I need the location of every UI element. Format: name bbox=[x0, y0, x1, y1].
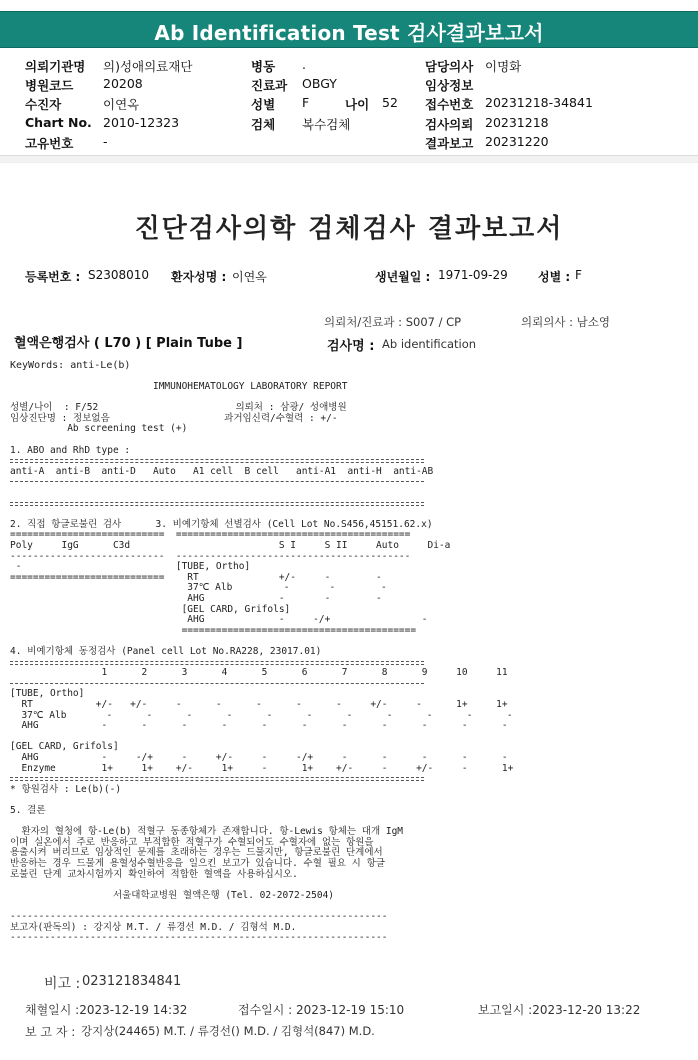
header-value: 복수검체 bbox=[302, 117, 351, 132]
double-rule bbox=[10, 777, 424, 781]
reported-datetime: 보고일시 :2023-12-20 13:22 bbox=[478, 1003, 641, 1017]
report-line: 이며 실온에서 주로 반응하고 부적합한 적혈구가 수혈되어도 수혈자에 없는 항원을 bbox=[10, 836, 374, 848]
test-name-value: Ab identification bbox=[382, 337, 477, 351]
report-line: 임상진단명 : 정보없음 과거임신력/수혈력 : +/- bbox=[10, 412, 338, 424]
report-line: --------------------------- ----------------------------------------- bbox=[10, 550, 411, 562]
report-line: Enzyme 1+ 1+ +/- 1+ - 1+ +/- - +/- - 1+ bbox=[10, 762, 514, 774]
report-line: AHG - - - - - - - - - - - bbox=[10, 720, 508, 732]
report-line: AHG - - - bbox=[10, 593, 382, 604]
remark-label: 비고 : bbox=[44, 976, 81, 992]
report-line: Ab screening test (+) bbox=[10, 423, 188, 435]
report-line: 성별/나이 : F/52 의뢰처 : 삼광/ 성애병원 bbox=[10, 402, 347, 414]
keywords: KeyWords: anti-Le(b) bbox=[10, 360, 131, 371]
report-line: 서울대학교병원 혈액은행 (Tel. 02-2072-2504) bbox=[10, 889, 335, 901]
report-line: [GEL CARD, Grifols] bbox=[10, 603, 291, 615]
header-label: 검체 bbox=[251, 117, 276, 132]
report-line: 용출시켜 버리므로 임상적인 문제를 초래하는 경우는 드물지만, 항글로불린 단계에서 bbox=[10, 847, 383, 859]
reg-no-value: S2308010 bbox=[88, 268, 150, 282]
reporter-label: 보 고 자 : bbox=[25, 1025, 76, 1039]
report-line: IMMUNOHEMATOLOGY LABORATORY REPORT bbox=[10, 381, 348, 392]
report-line: 37℃ Alb - - - - - - - - - - - bbox=[10, 709, 513, 721]
report-line: 37℃ Alb - - - bbox=[10, 582, 387, 594]
report-line: =========================== RT +/- - - bbox=[10, 571, 382, 583]
header-label: 담당의사 bbox=[425, 59, 474, 74]
header-label: 접수번호 bbox=[425, 97, 474, 112]
header-label: 병동 bbox=[251, 59, 276, 74]
collected-datetime: 채혈일시 :2023-12-19 14:32 bbox=[25, 1003, 188, 1017]
single-rule bbox=[10, 683, 424, 684]
report-line: 반응하는 경우 드물게 용혈성수혈반응을 일으킨 보고가 있습니다. 수혈 필요 시 항글 bbox=[10, 858, 385, 869]
reg-no-label: 등록번호 : bbox=[25, 270, 81, 284]
header-label: 수진자 bbox=[25, 97, 62, 112]
report-line: 2. 직접 항글로불린 검사 3. 비예기항체 선별검사 (Cell Lot No.S456,45151.62.x) bbox=[10, 518, 433, 530]
header-label: 결과보고 bbox=[425, 136, 474, 151]
header-value: OBGY bbox=[302, 76, 337, 91]
report-banner-title: Ab Identification Test 검사결과보고서 bbox=[154, 21, 544, 45]
header-label: 성별 bbox=[251, 97, 276, 112]
header-value: 이연옥 bbox=[103, 97, 140, 112]
header-value: - bbox=[103, 134, 108, 149]
header-value: 20231218 bbox=[485, 115, 549, 130]
header-value: 20231218-34841 bbox=[485, 95, 593, 110]
report-line: 5. 결론 bbox=[10, 805, 46, 816]
header-value: 의)성애의료재단 bbox=[103, 59, 193, 74]
report-line: Poly IgG C3d S I S II Auto Di-a bbox=[10, 540, 451, 551]
header-banner bbox=[0, 11, 698, 48]
single-rule bbox=[10, 481, 424, 482]
report-line: AHG - -/+ - +/- - -/+ - - - - - bbox=[10, 752, 508, 763]
report-line: anti-A anti-B anti-D Auto A1 cell B cell anti-A1 anti-H anti-AB bbox=[10, 465, 434, 477]
header-value: 이명화 bbox=[485, 59, 522, 74]
header-value: . bbox=[302, 57, 306, 72]
reporter-value: 강지상(24465) M.T. / 류경선() M.D. / 김형석(847) M.D. bbox=[81, 1024, 375, 1038]
header-value: F bbox=[302, 95, 310, 110]
report-line: 1. ABO and RhD type : bbox=[10, 444, 131, 456]
report-line: AHG - -/+ - bbox=[10, 614, 428, 626]
report-line: 보고자(판독의) : 강지상 M.T. / 류경선 M.D. / 김형석 M.D. bbox=[10, 921, 297, 933]
header-label: 나이 bbox=[345, 97, 370, 112]
section-divider bbox=[0, 155, 698, 163]
test-section-title: 혈액은행검사 ( L70 ) [ Plain Tube ] bbox=[14, 336, 243, 351]
header-label: 임상정보 bbox=[425, 78, 474, 93]
header-label: 고유번호 bbox=[25, 136, 74, 151]
document-title: 진단검사의학 검체검사 결과보고서 bbox=[134, 214, 564, 244]
requesting-doctor: 의뢰의사 : 남소영 bbox=[521, 315, 610, 329]
header-value: 20208 bbox=[103, 76, 143, 91]
report-line: 1 2 3 4 5 6 7 8 9 10 11 bbox=[10, 667, 508, 679]
header-label: Chart No. bbox=[25, 115, 92, 130]
sex-label: 성별 : bbox=[538, 270, 571, 284]
report-line: [GEL CARD, Grifols] bbox=[10, 741, 119, 753]
dob-value: 1971-09-29 bbox=[438, 268, 508, 282]
report-line: * 항원검사 : Le(b)(-) bbox=[10, 783, 122, 795]
received-datetime: 접수일시 : 2023-12-19 15:10 bbox=[238, 1003, 405, 1017]
double-rule bbox=[10, 502, 424, 506]
report-line: ------------------------------------------------------------------ bbox=[10, 932, 388, 944]
requesting-dept: 의뢰처/진료과 : S007 / CP bbox=[324, 315, 462, 329]
header-value: 20231220 bbox=[485, 134, 549, 149]
sex-value: F bbox=[575, 268, 582, 282]
report-line: 환자의 혈청에 항-Le(b) 적혈구 동종항체가 존재합니다. 항-Lewis 항체는 대개 IgM bbox=[10, 826, 404, 838]
double-rule bbox=[10, 661, 424, 665]
header-label: 의뢰기관명 bbox=[25, 59, 86, 74]
patient-name-label: 환자성명 : bbox=[171, 270, 227, 284]
report-line: RT +/- +/- - - - - - +/- - 1+ 1+ bbox=[10, 699, 508, 710]
remark-value: 023121834841 bbox=[82, 974, 182, 989]
report-line: =========================== ========================================= bbox=[10, 529, 411, 541]
header-label: 검사의뢰 bbox=[425, 117, 474, 132]
report-line: - [TUBE, Ortho] bbox=[10, 561, 251, 573]
report-line: ------------------------------------------------------------------ bbox=[10, 911, 388, 922]
dob-label: 생년월일 : bbox=[375, 270, 431, 284]
test-name-label: 검사명 : bbox=[327, 339, 375, 354]
report-line: 로불린 단계 교차시험까지 확인하여 적합한 혈액을 사용하십시오. bbox=[10, 868, 298, 880]
header-value: 2010-12323 bbox=[103, 115, 180, 130]
header-label: 병원코드 bbox=[25, 78, 74, 93]
header-label: 진료과 bbox=[251, 78, 288, 93]
header-value: 52 bbox=[382, 95, 398, 110]
double-rule bbox=[10, 459, 424, 463]
report-line: ========================================= bbox=[10, 624, 417, 636]
patient-name-value: 이연옥 bbox=[232, 270, 267, 284]
report-line: 4. 비예기항체 동정검사 (Panel cell Lot No.RA228, 23017.01) bbox=[10, 646, 322, 657]
report-line: [TUBE, Ortho] bbox=[10, 688, 85, 700]
